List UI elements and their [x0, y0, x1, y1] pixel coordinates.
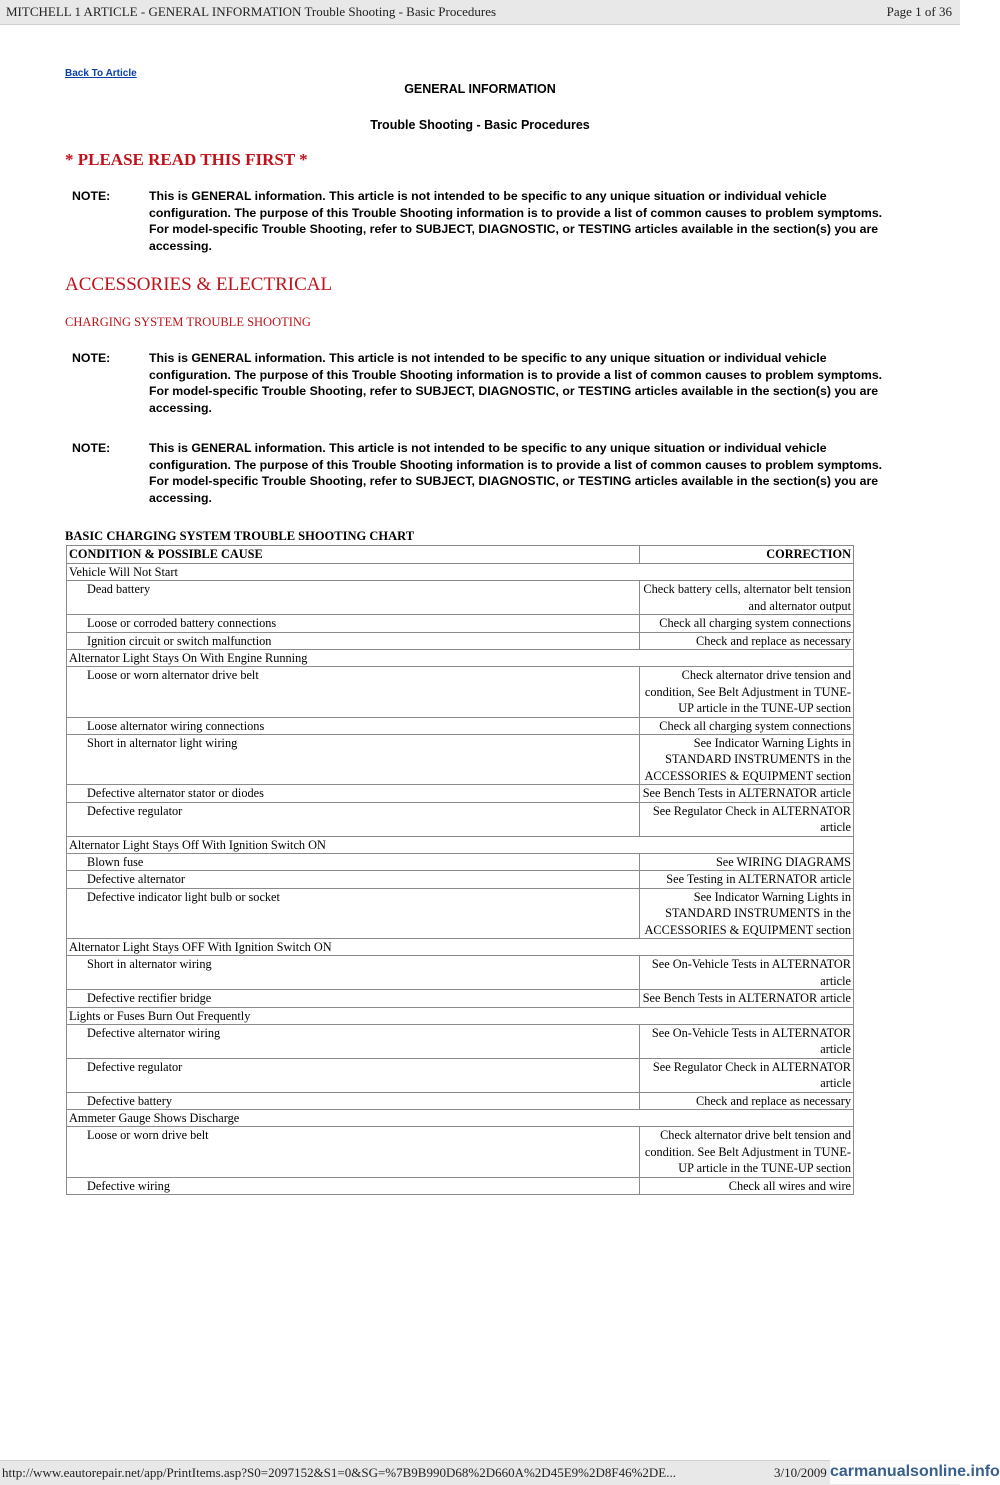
cause-cell: Dead battery [67, 581, 640, 615]
cause-cell: Short in alternator light wiring [67, 735, 640, 785]
correction-cell: Check alternator drive belt tension and condition. See Belt Adjustment in TUNE-UP article in the TUNE-UP section [640, 1127, 854, 1177]
cause-cell: Short in alternator wiring [67, 956, 640, 990]
footer-url: http://www.eautorepair.net/app/PrintItems.asp?S0=2097152&S1=0&SG=%7B9B990D68%2D660A%2D45E9%2D8F46%2DE... [2, 1465, 676, 1480]
correction-cell: See WIRING DIAGRAMS [640, 853, 854, 870]
cause-cell: Defective battery [67, 1092, 640, 1109]
correction-cell: See On-Vehicle Tests in ALTERNATOR article [640, 1024, 854, 1058]
correction-cell: See Bench Tests in ALTERNATOR article [640, 785, 854, 802]
column-header-condition: CONDITION & POSSIBLE CAUSE [67, 546, 640, 564]
cause-cell: Defective regulator [67, 802, 640, 836]
table-header-row [67, 546, 854, 564]
correction-cell: See Indicator Warning Lights in STANDARD INSTRUMENTS in the ACCESSORIES & EQUIPMENT section [640, 735, 854, 785]
condition-row [67, 650, 854, 667]
cause-cell: Defective alternator stator or diodes [67, 785, 640, 802]
table-row [67, 1092, 854, 1109]
correction-cell: See Bench Tests in ALTERNATOR article [640, 990, 854, 1007]
table-row [67, 785, 854, 802]
note-text: This is GENERAL information. This article is not intended to be specific to any unique situation or individual vehicle configuration. The purpose of this Trouble Shooting information is to provide a list of common causes to problem symptoms. For model-specific Trouble Shooting, refer to SUBJECT, DIAGNOSTIC, or TESTING articles available in the section(s) you are accessing. [149, 441, 883, 505]
cause-cell: Blown fuse [67, 853, 640, 870]
note-text: This is GENERAL information. This article is not intended to be specific to any unique situation or individual vehicle configuration. The purpose of this Trouble Shooting information is to provide a list of common causes to problem symptoms. For model-specific Trouble Shooting, refer to SUBJECT, DIAGNOSTIC, or TESTING articles available in the section(s) you are accessing. [149, 351, 883, 415]
table-row [67, 717, 854, 734]
cause-cell: Loose or worn drive belt [67, 1127, 640, 1177]
print-header-page: Page 1 of 36 [886, 4, 952, 19]
correction-cell: Check and replace as necessary [640, 1092, 854, 1109]
footer-date: 3/10/2009 [770, 1461, 831, 1485]
correction-cell: See Indicator Warning Lights in STANDARD INSTRUMENTS in the ACCESSORIES & EQUIPMENT section [640, 888, 854, 938]
condition-row [67, 1110, 854, 1127]
table-row [67, 853, 854, 870]
table-row [67, 802, 854, 836]
correction-cell: Check all wires and wire [640, 1177, 854, 1194]
table-row [67, 667, 854, 717]
chart-title: BASIC CHARGING SYSTEM TROUBLE SHOOTING CHART [65, 529, 415, 543]
condition-cell: Alternator Light Stays OFF With Ignition Switch ON [67, 938, 854, 955]
correction-cell: See Regulator Check in ALTERNATOR article [640, 1058, 854, 1092]
condition-row [67, 564, 854, 581]
table-row [67, 990, 854, 1007]
cause-cell: Loose or worn alternator drive belt [67, 667, 640, 717]
table-row [67, 1177, 854, 1194]
column-header-correction: CORRECTION [640, 546, 854, 564]
table-row [67, 632, 854, 649]
condition-cell: Lights or Fuses Burn Out Frequently [67, 1007, 854, 1024]
trouble-shooting-table [66, 545, 854, 1195]
cause-cell: Defective regulator [67, 1058, 640, 1092]
document-subheading: Trouble Shooting - Basic Procedures [370, 118, 590, 132]
cause-cell: Defective wiring [67, 1177, 640, 1194]
condition-cell: Vehicle Will Not Start [67, 564, 854, 581]
condition-row [67, 1007, 854, 1024]
correction-cell: Check all charging system connections [640, 717, 854, 734]
correction-cell: See On-Vehicle Tests in ALTERNATOR article [640, 956, 854, 990]
please-read-heading: * PLEASE READ THIS FIRST * [65, 150, 308, 169]
cause-cell: Ignition circuit or switch malfunction [67, 632, 640, 649]
note-label: NOTE: [72, 189, 111, 203]
table-row [67, 1127, 854, 1177]
cause-cell: Defective rectifier bridge [67, 990, 640, 1007]
cause-cell: Defective alternator [67, 871, 640, 888]
note-label: NOTE: [72, 351, 111, 365]
table-row [67, 1024, 854, 1058]
note-text: This is GENERAL information. This article is not intended to be specific to any unique situation or individual vehicle configuration. The purpose of this Trouble Shooting information is to provide a list of common causes to problem symptoms. For model-specific Trouble Shooting, refer to SUBJECT, DIAGNOSTIC, or TESTING articles available in the section(s) you are accessing. [149, 189, 883, 253]
watermark-logo: carmanualsonline.info [830, 1460, 960, 1484]
table-row [67, 581, 854, 615]
document-heading: GENERAL INFORMATION [404, 82, 556, 96]
back-to-article-link[interactable]: Back To Article [65, 68, 137, 79]
condition-cell: Ammeter Gauge Shows Discharge [67, 1110, 854, 1127]
condition-row [67, 836, 854, 853]
print-footer [0, 1460, 960, 1485]
correction-cell: Check battery cells, alternator belt tension and alternator output [640, 581, 854, 615]
cause-cell: Defective alternator wiring [67, 1024, 640, 1058]
table-row [67, 888, 854, 938]
note-label: NOTE: [72, 441, 111, 455]
table-row [67, 735, 854, 785]
correction-cell: See Regulator Check in ALTERNATOR article [640, 802, 854, 836]
cause-cell: Defective indicator light bulb or socket [67, 888, 640, 938]
table-row [67, 615, 854, 632]
condition-row [67, 938, 854, 955]
table-row [67, 871, 854, 888]
print-header-title: MITCHELL 1 ARTICLE - GENERAL INFORMATION Trouble Shooting - Basic Procedures [6, 4, 497, 19]
print-header [0, 0, 960, 25]
condition-cell: Alternator Light Stays On With Engine Running [67, 650, 854, 667]
correction-cell: Check alternator drive tension and condition, See Belt Adjustment in TUNE-UP article in the TUNE-UP section [640, 667, 854, 717]
subsection-title: CHARGING SYSTEM TROUBLE SHOOTING [65, 315, 311, 329]
section-title: ACCESSORIES & ELECTRICAL [65, 274, 333, 295]
table-row [67, 956, 854, 990]
condition-cell: Alternator Light Stays Off With Ignition Switch ON [67, 836, 854, 853]
table-row [67, 1058, 854, 1092]
cause-cell: Loose alternator wiring connections [67, 717, 640, 734]
cause-cell: Loose or corroded battery connections [67, 615, 640, 632]
correction-cell: Check and replace as necessary [640, 632, 854, 649]
correction-cell: Check all charging system connections [640, 615, 854, 632]
correction-cell: See Testing in ALTERNATOR article [640, 871, 854, 888]
table-body [67, 564, 854, 1195]
